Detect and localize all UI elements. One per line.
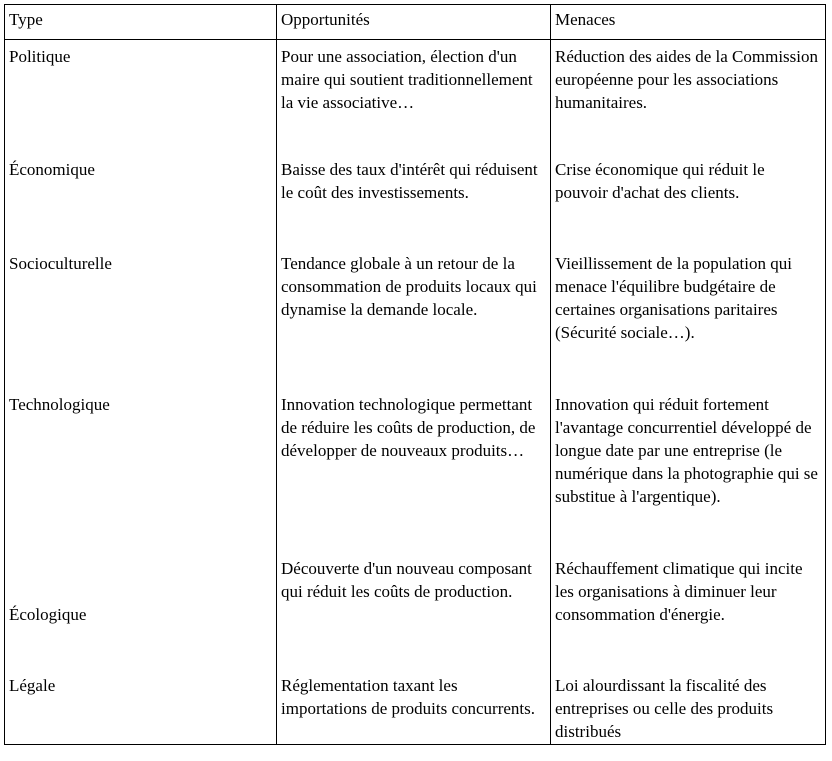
row-type: Économique — [5, 157, 277, 251]
row-type: Écologique — [5, 556, 277, 673]
row-threat: Réduction des aides de la Commission européenne pour les associations humanitaires. — [551, 40, 826, 157]
header-type: Type — [5, 5, 277, 40]
row-type: Légale — [5, 673, 277, 745]
table-row — [5, 392, 826, 556]
row-type: Socioculturelle — [5, 251, 277, 392]
row-opportunity: Réglementation taxant les importations de produits concurrents. — [277, 673, 551, 745]
table-row — [5, 673, 826, 745]
row-opportunity: Pour une association, élection d'un maire qui soutient traditionnellement la vie associative… — [277, 40, 551, 157]
table-row — [5, 251, 826, 392]
row-threat: Réchauffement climatique qui incite les organisations à diminuer leur consommation d'énergie. — [551, 556, 826, 673]
table-row — [5, 556, 826, 673]
row-threat: Loi alourdissant la fiscalité des entreprises ou celle des produits distribués — [551, 673, 826, 745]
row-opportunity: Tendance globale à un retour de la consommation de produits locaux qui dynamise la demande locale. — [277, 251, 551, 392]
table-row — [5, 40, 826, 157]
header-threats: Menaces — [551, 5, 826, 40]
header-row — [5, 5, 826, 40]
table-row — [5, 157, 826, 251]
row-opportunity: Découverte d'un nouveau composant qui réduit les coûts de production. — [277, 556, 551, 673]
row-threat: Innovation qui réduit fortement l'avantage concurrentiel développé de longue date par une entreprise (le numérique dans la photographie qui se substitue à l'argentique). — [551, 392, 826, 556]
row-type: Technologique — [5, 392, 277, 556]
row-threat: Vieillissement de la population qui menace l'équilibre budgétaire de certaines organisations paritaires (Sécurité sociale…). — [551, 251, 826, 392]
row-threat: Crise économique qui réduit le pouvoir d'achat des clients. — [551, 157, 826, 251]
row-opportunity: Baisse des taux d'intérêt qui réduisent le coût des investissements. — [277, 157, 551, 251]
row-opportunity: Innovation technologique permettant de réduire les coûts de production, de développer de nouveaux produits… — [277, 392, 551, 556]
header-opportunities: Opportunités — [277, 5, 551, 40]
row-type: Politique — [5, 40, 277, 157]
pestel-table — [4, 4, 826, 745]
